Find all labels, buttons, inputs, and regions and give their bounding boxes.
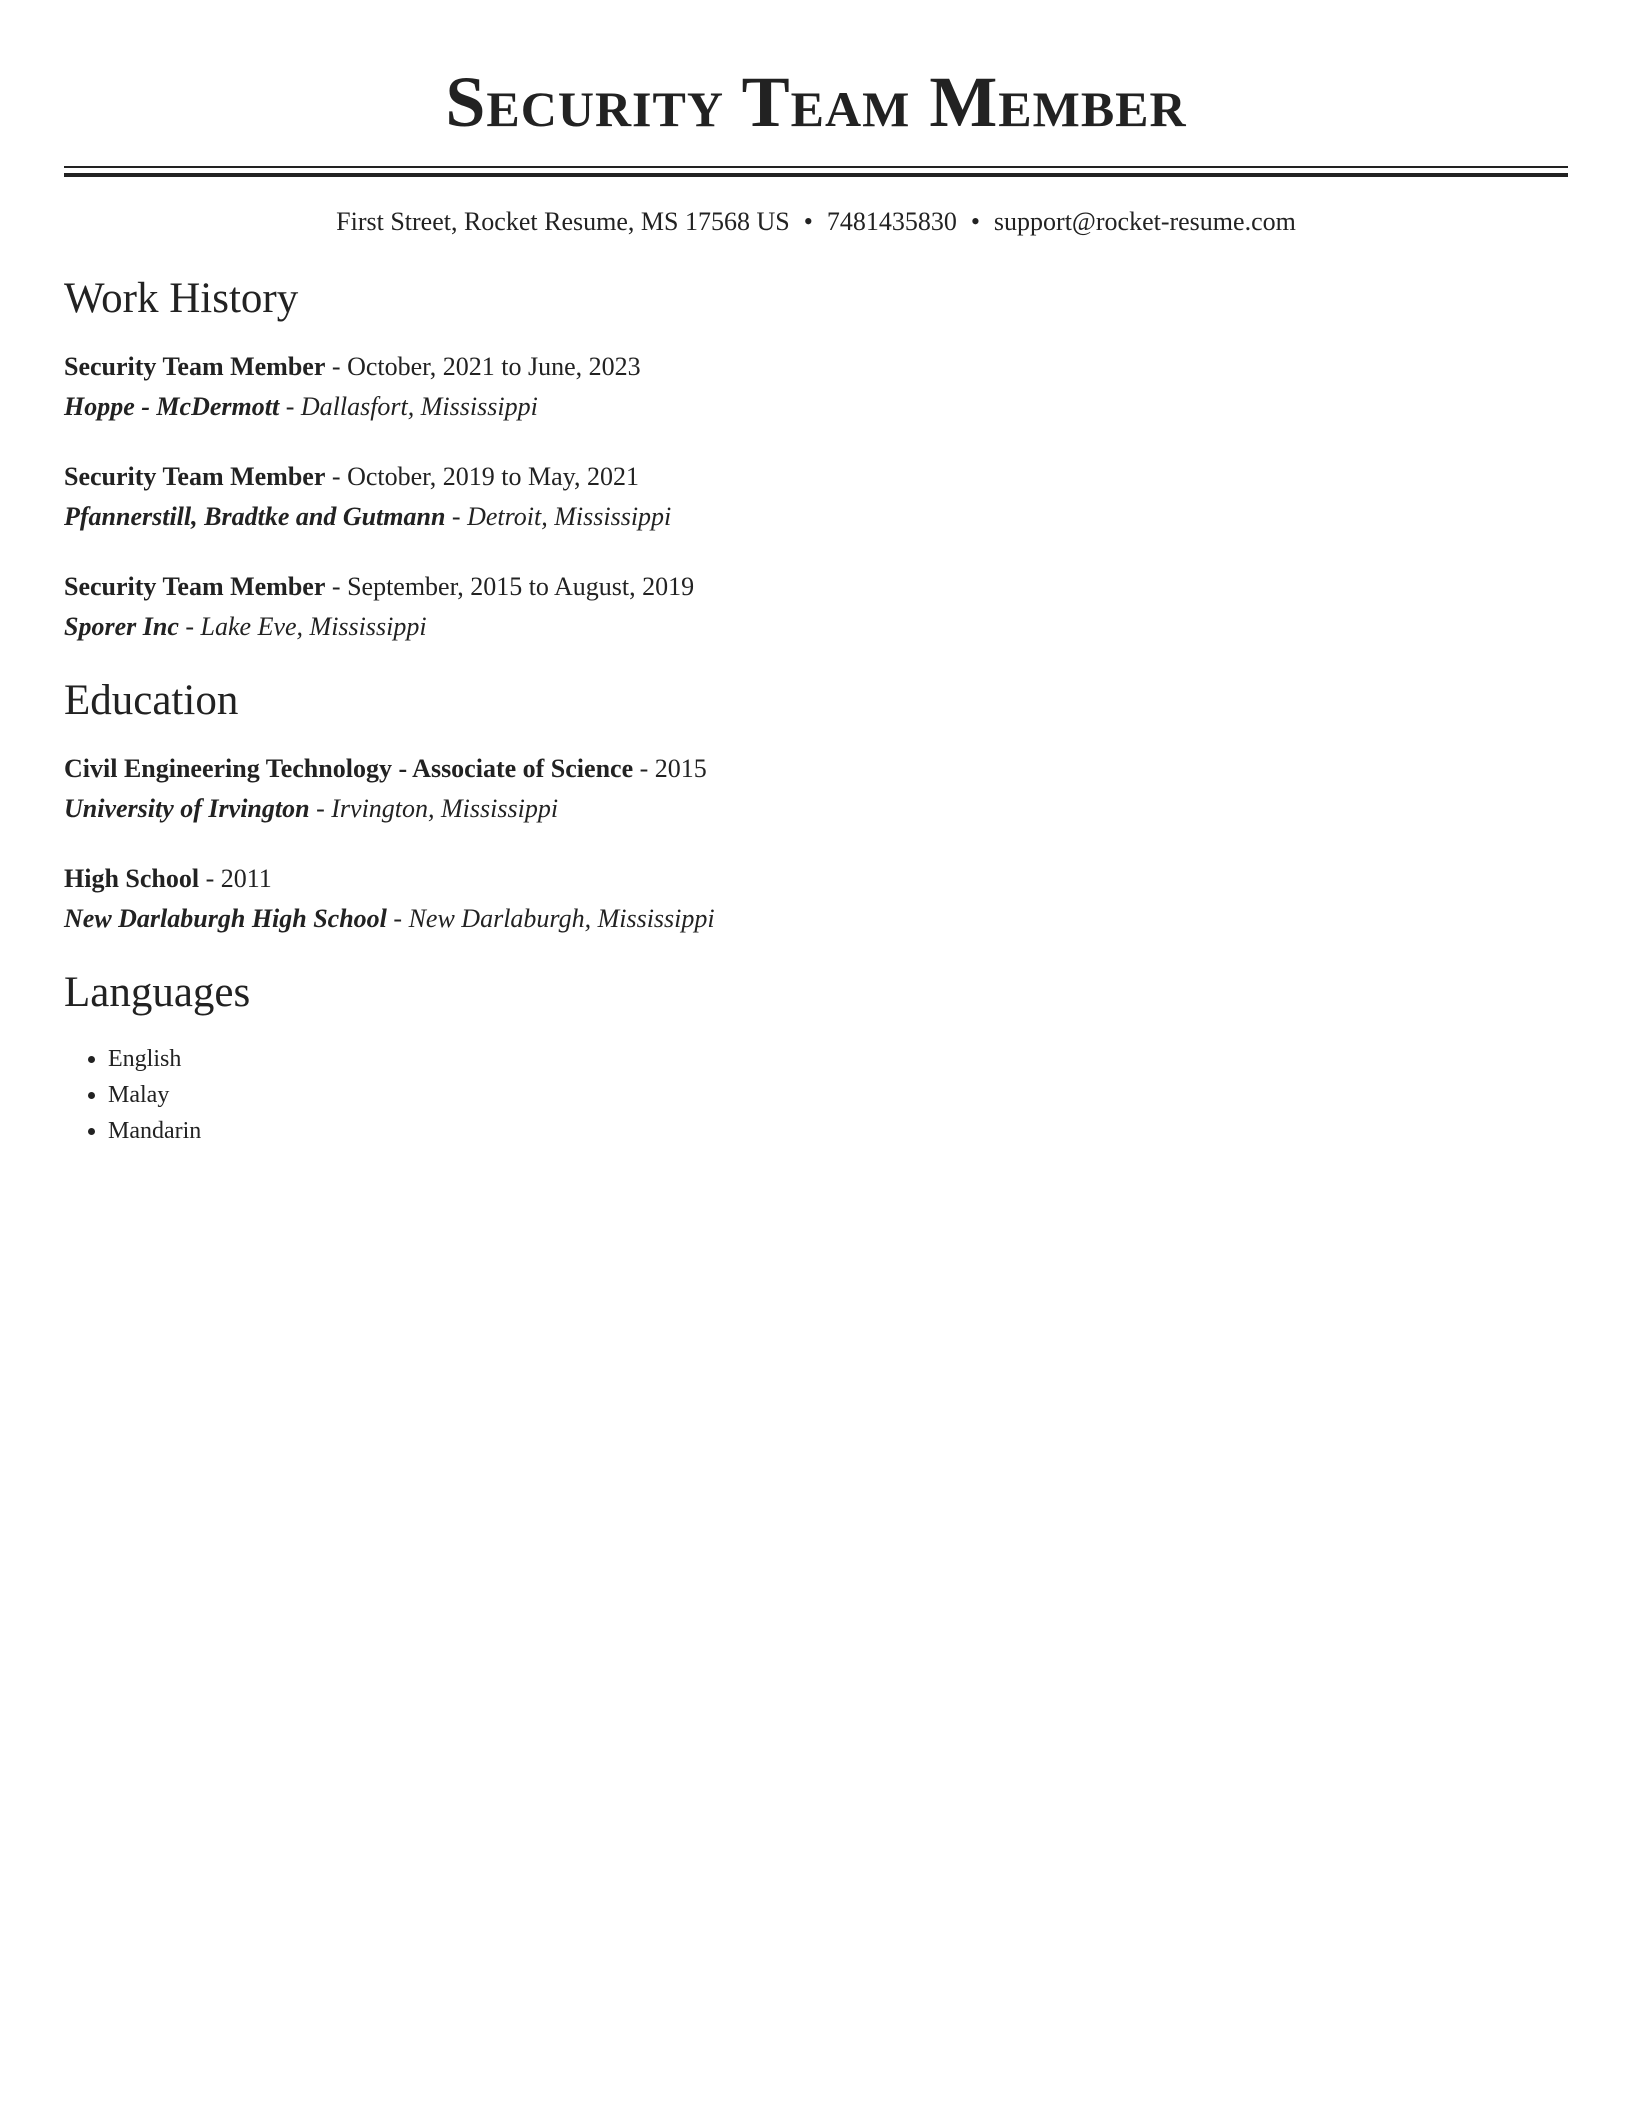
education-entry [64, 859, 1568, 939]
contact-phone: 7481435830 [826, 207, 957, 236]
degree: Civil Engineering Technology - Associate of Science [64, 754, 634, 783]
work-entry [64, 457, 1568, 537]
contact-address: First Street, Rocket Resume, MS 17568 US [336, 207, 790, 236]
job-location: Dallasfort, Mississippi [300, 392, 538, 421]
contact-email: support@rocket-resume.com [993, 207, 1296, 236]
job-location: Detroit, Mississippi [467, 502, 672, 531]
school-name: New Darlaburgh High School [64, 904, 387, 933]
job-location: Lake Eve, Mississippi [200, 612, 427, 641]
dash: - [331, 572, 341, 601]
work-history-heading: Work History [64, 275, 299, 322]
work-company-line [64, 607, 1568, 647]
education-degree-line [64, 859, 1568, 899]
contact-separator: • [970, 207, 980, 236]
languages-list [64, 1041, 1568, 1149]
education-heading: Education [64, 677, 239, 724]
job-title: Security Team Member [64, 352, 326, 381]
job-dates: October, 2019 to May, 2021 [347, 462, 639, 491]
dash: - [393, 904, 403, 933]
job-dates: September, 2015 to August, 2019 [347, 572, 695, 601]
dash: - [451, 502, 461, 531]
languages-heading: Languages [64, 969, 251, 1016]
dash: - [639, 754, 649, 783]
work-entry [64, 347, 1568, 427]
dash: - [185, 612, 195, 641]
graduation-year: 2015 [654, 754, 707, 783]
company-name: Sporer Inc [64, 612, 179, 641]
company-name: Hoppe - McDermott [64, 392, 280, 421]
job-dates: October, 2021 to June, 2023 [347, 352, 641, 381]
degree: High School [64, 864, 200, 893]
school-location: New Darlaburgh, Mississippi [408, 904, 715, 933]
contact-separator: • [803, 207, 813, 236]
dash: - [331, 352, 341, 381]
language-item: • Malay [108, 1077, 1568, 1113]
contact-line [64, 205, 1568, 239]
work-company-line [64, 497, 1568, 537]
company-name: Pfannerstill, Bradtke and Gutmann [64, 502, 446, 531]
job-title: Security Team Member [64, 572, 326, 601]
language-item: • English [108, 1041, 1568, 1077]
dash: - [316, 794, 325, 823]
education-entry [64, 749, 1568, 829]
job-title: Security Team Member [64, 462, 326, 491]
work-title-line [64, 567, 1568, 607]
dash: - [331, 462, 341, 491]
education-school-line [64, 789, 1568, 829]
school-location: Irvington, Mississippi [331, 794, 559, 823]
page-title: Security Team Member [445, 62, 1187, 142]
graduation-year: 2011 [220, 864, 272, 893]
work-title-line [64, 347, 1568, 387]
title-divider [64, 166, 1568, 177]
work-entry [64, 567, 1568, 647]
work-title-line [64, 457, 1568, 497]
language-item: • Mandarin [108, 1113, 1568, 1149]
education-degree-line [64, 749, 1568, 789]
work-company-line [64, 387, 1568, 427]
dash: - [205, 864, 215, 893]
school-name: University of Irvington [64, 794, 310, 823]
dash: - [285, 392, 295, 421]
education-school-line [64, 899, 1568, 939]
